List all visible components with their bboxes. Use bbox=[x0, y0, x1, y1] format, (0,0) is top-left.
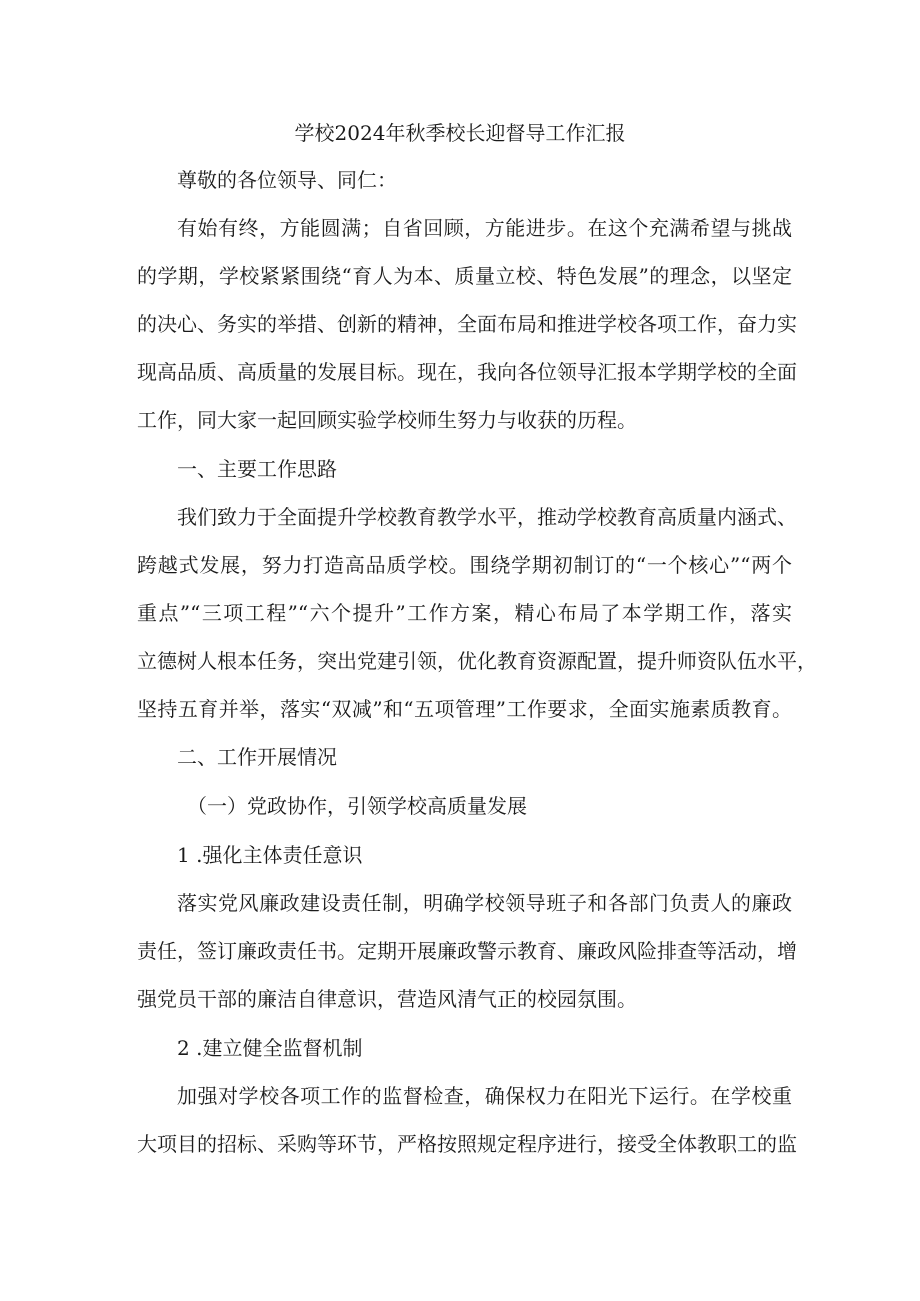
paragraph-line: 我们致力于全面提升学校教育教学水平，推动学校教育高质量内涵式、 bbox=[177, 505, 797, 529]
paragraph-line: 工作，同大家一起回顾实验学校师生努力与收获的历程。 bbox=[137, 408, 637, 432]
paragraph-line: 加强对学校各项工作的监督检查，确保权力在阳光下运行。在学校重 bbox=[177, 1084, 792, 1108]
salutation: 尊敬的各位领导、同仁： bbox=[177, 168, 397, 192]
paragraph-line: 落实党风廉政建设责任制，明确学校领导班子和各部门负责人的廉政 bbox=[177, 891, 792, 915]
item-heading: 1 .强化主体责任意识 bbox=[177, 843, 363, 867]
item-heading: 2 .建立健全监督机制 bbox=[177, 1036, 363, 1060]
paragraph-line: 重点”“三项工程”“六个提升”工作方案，精心布局了本学期工作，落实 bbox=[137, 601, 792, 625]
paragraph-line: 的学期，学校紧紧围绕“育人为本、质量立校、特色发展”的理念，以坚定 bbox=[137, 264, 792, 288]
section-heading: 一、主要工作思路 bbox=[177, 457, 337, 481]
paragraph-line: 现高品质、高质量的发展目标。现在，我向各位领导汇报本学期学校的全面 bbox=[137, 360, 797, 384]
section-heading: 二、工作开展情况 bbox=[177, 745, 337, 769]
paragraph-line: 跨越式发展，努力打造高品质学校。围绕学期初制订的“一个核心”“两个 bbox=[137, 553, 792, 577]
paragraph-line: 大项目的招标、采购等环节，严格按照规定程序进行，接受全体教职工的监 bbox=[137, 1132, 797, 1156]
paragraph-line: 立德树人根本任务，突出党建引领，优化教育资源配置，提升师资队伍水平， bbox=[137, 649, 817, 673]
paragraph-line: 有始有终，方能圆满；自省回顾，方能进步。在这个充满希望与挑战 bbox=[177, 216, 792, 240]
paragraph-line: 坚持五育并举，落实“双减”和“五项管理”工作要求，全面实施素质教育。 bbox=[137, 697, 792, 721]
document-title: 学校2024年秋季校长迎督导工作汇报 bbox=[294, 121, 626, 145]
subsection-heading: （一）党政协作，引领学校高质量发展 bbox=[187, 794, 527, 818]
paragraph-line: 的决心、务实的举措、创新的精神，全面布局和推进学校各项工作，奋力实 bbox=[137, 312, 797, 336]
paragraph-line: 责任，签订廉政责任书。定期开展廉政警示教育、廉政风险排查等活动，增 bbox=[137, 939, 797, 963]
paragraph-line: 强党员干部的廉洁自律意识，营造风清气正的校园氛围。 bbox=[137, 987, 637, 1011]
